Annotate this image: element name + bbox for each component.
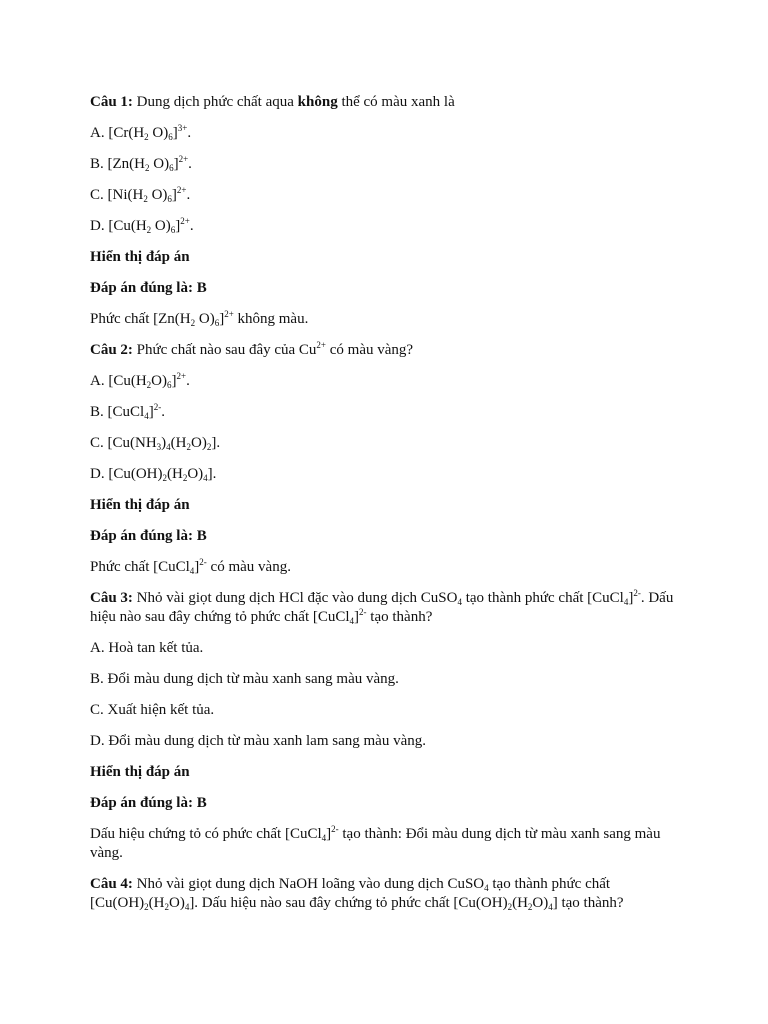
show-answer-link[interactable]: Hiển thị đáp án [90, 497, 190, 513]
q3-option-c: C. Xuất hiện kết tủa. [90, 702, 215, 718]
correct-answer: Đáp án đúng là: B [90, 280, 207, 296]
answer-explanation: Phức chất [$Zn(H_2$ $O)_6]^{2+}$ không màu. [90, 309, 309, 328]
question-1 [90, 93, 688, 112]
question-label: Câu 4: [90, 876, 133, 892]
q3-option-b: B. Đổi màu dung dịch từ màu xanh sang màu vàng. [90, 671, 399, 687]
correct-answer: Đáp án đúng là: B [90, 795, 207, 811]
answer-explanation: Phức chất [CuCl$_4$]$^{2-}$ có màu vàng. [90, 557, 291, 576]
q2-option-d: D. $[Cu(OH)_2(H_2O)_4]$. [90, 466, 217, 483]
q2-option-a: A. $[Cu(H_2O)_6]^{2+}$. [90, 371, 190, 390]
show-answer-link[interactable]: Hiển thị đáp án [90, 764, 190, 780]
correct-answer: Đáp án đúng là: B [90, 528, 207, 544]
q1-option-a: A. [$Cr(H_2$ $O)_6]^{3+}$. [90, 123, 192, 142]
question-label: Câu 2: [90, 342, 133, 358]
question-text: Dung dịch phức chất aqua [132, 94, 298, 110]
question-2: Câu 2: Phức chất nào sau đây của $Cu^{2+}$ có màu vàng? [90, 340, 414, 358]
show-answer-link[interactable]: Hiển thị đáp án [90, 249, 190, 265]
q1-option-c: C. [$Ni(H_2$ $O)_6]^{2+}$. [90, 185, 191, 204]
question-text: thể có màu xanh là [337, 94, 455, 110]
question-label: Câu 1: [90, 94, 133, 110]
question-4: Câu 4: Nhỏ vài giọt dung dịch NaOH loãng vào dung dịch CuSO$_4$ tạo thành phức chất $[Cu(OH)_2(H_2O)_4]$. Dấu hiệu nào sau đây chứng tỏ phức chất $[Cu(OH)_2(H_2O)_4]$ tạo thành? [90, 876, 624, 912]
question-label: Câu 3: [90, 590, 133, 606]
q2-option-b: B. [CuCl$_4$]$^{2-}$. [90, 402, 165, 421]
question-3: Câu 3: Nhỏ vài giọt dung dịch HCl đặc vào dung dịch CuSO$_4$ tạo thành phức chất [CuCl$_4$]$^{2-}$. Dấu hiệu nào sau đây chứng tỏ phức chất [CuCl$_4$]$^{2-}$ tạo thành? [90, 588, 674, 626]
q1-option-b: B. [$Zn(H_2$ $O)_6]^{2+}$. [90, 154, 192, 173]
answer-explanation: Dấu hiệu chứng tỏ có phức chất [CuCl$_4$]$^{2-}$ tạo thành: Đổi màu dung dịch từ màu xanh sang màu vàng. [90, 824, 661, 861]
q3-option-a: A. Hoà tan kết tủa. [90, 640, 204, 656]
q1-option-d: D. [$Cu(H_2$ $O)_6]^{2+}$. [90, 216, 194, 235]
q3-option-d: D. Đổi màu dung dịch từ màu xanh lam sang màu vàng. [90, 733, 426, 749]
q2-option-c: C. $[Cu(NH_3)_4(H_2O)_2]$. [90, 435, 221, 452]
question-emphasis: không [297, 94, 338, 110]
